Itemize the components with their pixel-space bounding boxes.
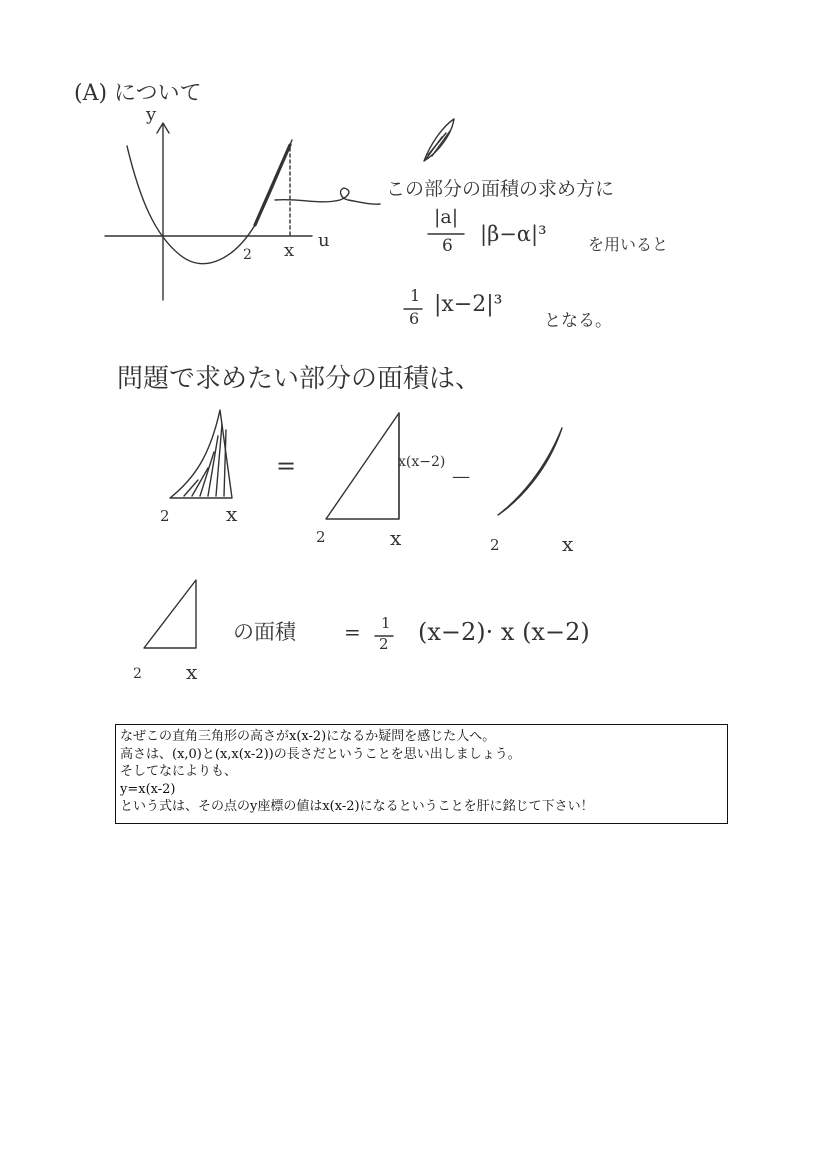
area-equals: = [344,620,361,644]
note-line: そしてなによりも、 [120,764,238,779]
mid-label-x: x [390,526,402,550]
y-axis-label: y [146,104,157,125]
result-numerator: 1 [410,286,421,305]
note-line: y=x(x-2) [120,781,176,797]
mid-label-2: 2 [316,528,326,546]
result-suffix: となる。 [544,311,612,331]
formula-denominator: 6 [442,236,453,256]
area-text: の面積 [233,620,296,644]
result-rest: |x−2|³ [434,292,503,317]
question-line: 問題で求めたい部分の面積は、 [117,364,482,394]
right-label-x: x [562,532,574,556]
formula-suffix: を用いると [588,235,669,254]
left-label-2: 2 [160,507,170,525]
half-denominator: 2 [379,635,389,653]
tick-label-2: 2 [243,247,252,263]
right-triangle [326,413,399,519]
formula-numerator: |a| [434,206,459,228]
area-expression: (x−2)· x (x−2) [418,618,590,646]
equals-sign: = [276,452,297,480]
section-heading: (A) について [74,81,202,106]
lens-segment [498,428,562,515]
note-line: という式は、その点のy座標の値はx(x-2)になるということを肝に銘じて下さい！ [120,799,594,814]
method-intro: この部分の面積の求め方に [386,178,615,200]
result-denominator: 6 [409,309,420,328]
x-axis-label: u [318,230,330,251]
note-line: なぜこの直角三角形の高さがx(x-2)になるか疑問を感じた人へ。 [120,729,496,744]
note-box [115,724,728,824]
right-label-2: 2 [490,536,500,554]
height-label: x(x−2) [398,454,446,470]
small-label-x: x [186,660,198,684]
small-label-2: 2 [133,666,142,682]
formula-rest: |β−α|³ [480,222,547,246]
half-numerator: 1 [381,614,391,632]
left-label-x: x [226,502,238,526]
tick-label-x: x [284,240,295,261]
note-line: 高さは、(x,0)と(x,x(x-2))の長さだということを思い出しましょう。 [120,746,521,762]
small-triangle [0,0,220,660]
minus-sign: — [452,466,470,487]
